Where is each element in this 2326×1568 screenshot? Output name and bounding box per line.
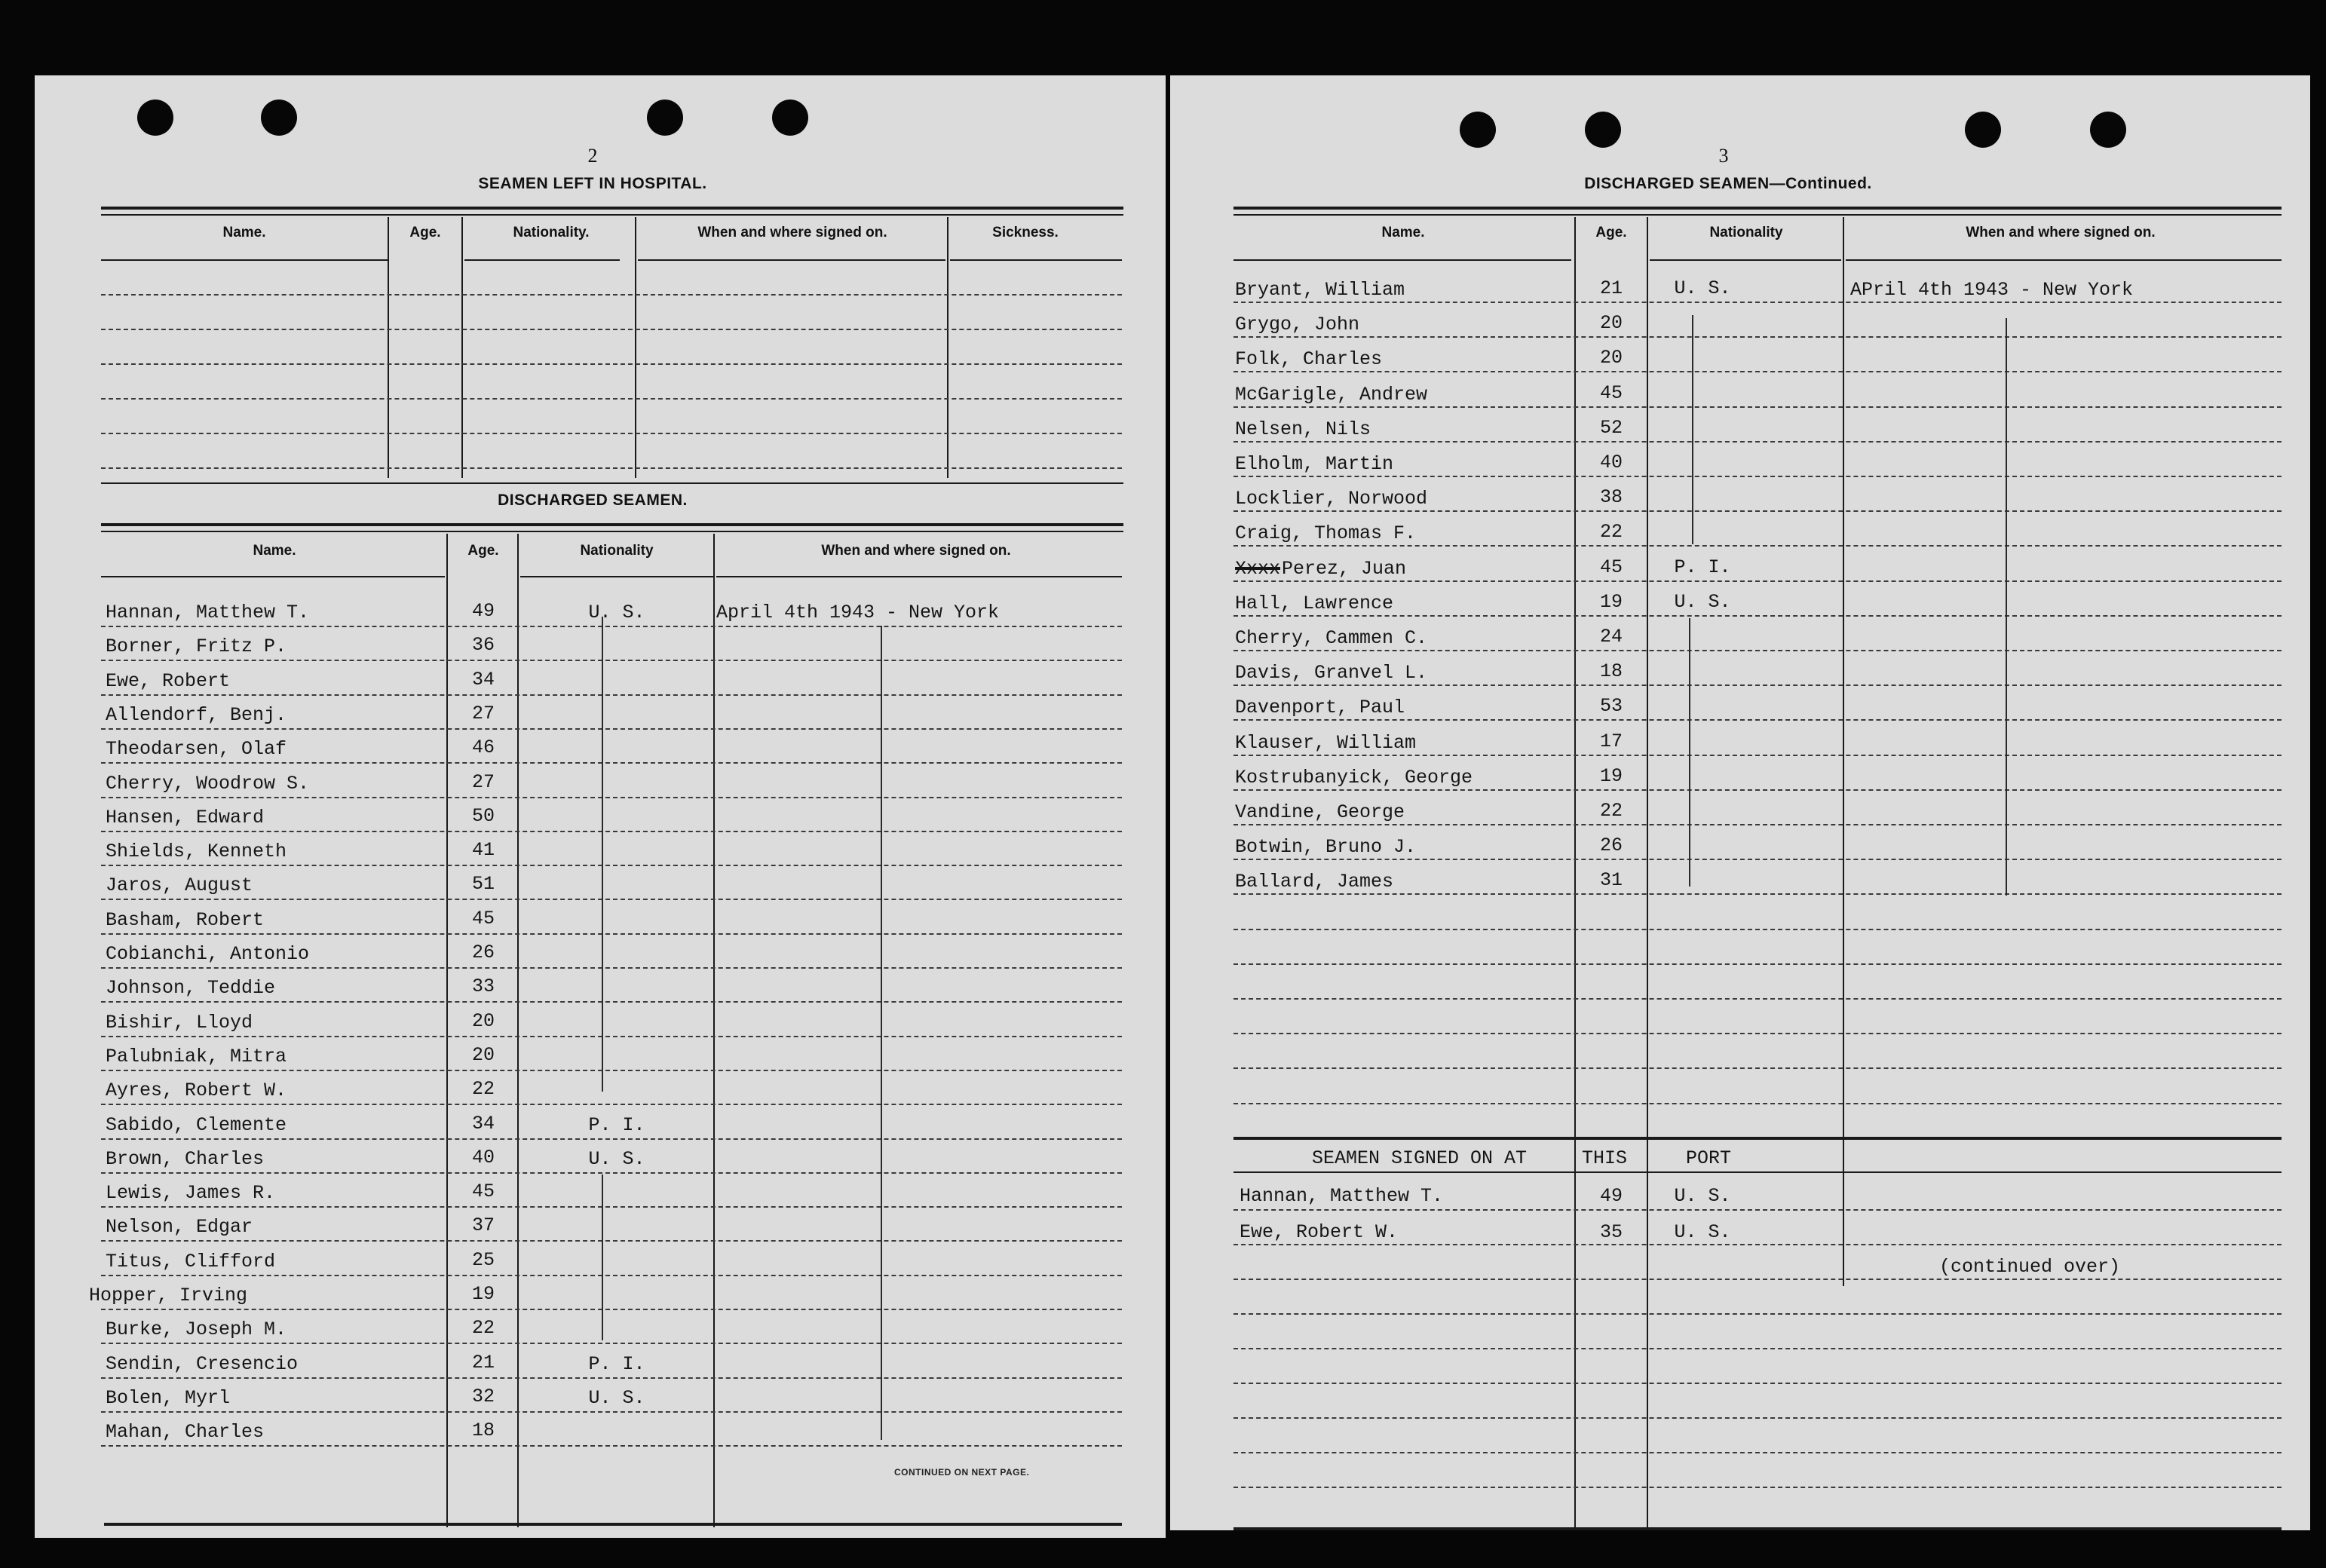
- seaman-age: 32: [471, 1386, 495, 1407]
- col-nationality: Nationality: [1709, 225, 1783, 240]
- dotted-rule: [101, 660, 1122, 661]
- seaman-name: Basham, Robert: [106, 909, 265, 931]
- seaman-name: Botwin, Bruno J.: [1235, 836, 1417, 858]
- seaman-name: Ewe, Robert W.: [1240, 1221, 1399, 1243]
- seaman-age: 52: [1599, 417, 1623, 439]
- dotted-rule: [1233, 824, 2282, 825]
- dotted-rule: [1233, 929, 2282, 930]
- seaman-name: Johnson, Teddie: [106, 977, 276, 999]
- dotted-rule: [1233, 510, 2282, 512]
- seaman-name: Ballard, James: [1235, 871, 1394, 893]
- seaman-name: Titus, Clifford: [106, 1251, 276, 1272]
- ditto-line: [1692, 315, 1693, 544]
- seaman-age: 20: [471, 1010, 495, 1032]
- dotted-rule: [101, 865, 1122, 866]
- seaman-age: 45: [471, 908, 495, 929]
- dotted-rule: [1233, 371, 2282, 372]
- dotted-rule: [1233, 406, 2282, 408]
- dotted-rule: [1233, 615, 2282, 617]
- dotted-rule: [101, 831, 1122, 832]
- dotted-rule: [101, 329, 1122, 330]
- discharged-continued-heading: DISCHARGED SEAMEN—Continued.: [1584, 175, 1872, 192]
- dotted-rule: [1233, 893, 2282, 895]
- seaman-name: Hannan, Matthew T.: [1240, 1185, 1444, 1207]
- dotted-rule: [1233, 580, 2282, 582]
- table-rule: [101, 207, 1123, 210]
- seaman-nationality: U. S.: [1674, 1221, 1731, 1243]
- dotted-rule: [101, 1240, 1122, 1242]
- seaman-age: 27: [471, 703, 495, 724]
- seaman-name: Bolen, Myrl: [106, 1387, 231, 1409]
- seaman-name: McGarigle, Andrew: [1235, 384, 1428, 406]
- seaman-age: 26: [471, 942, 495, 963]
- seaman-age: 37: [471, 1214, 495, 1236]
- seaman-age: 51: [471, 873, 495, 895]
- column-divider: [635, 217, 636, 478]
- seaman-age: 46: [471, 737, 495, 758]
- seaman-name: Hansen, Edward: [106, 807, 265, 828]
- dotted-rule: [1233, 1487, 2282, 1488]
- seaman-name: Perez, Juan: [1282, 558, 1407, 580]
- seaman-age: 41: [471, 839, 495, 861]
- column-divider: [1843, 217, 1844, 1286]
- dotted-rule: [1233, 441, 2282, 443]
- seaman-name: Ayres, Robert W.: [106, 1080, 287, 1101]
- dotted-rule: [101, 1036, 1122, 1037]
- seaman-age: 19: [1599, 765, 1623, 787]
- punch-hole: [1585, 112, 1621, 148]
- seaman-age: 18: [471, 1419, 495, 1441]
- dotted-rule: [1233, 650, 2282, 651]
- table-rule: [1233, 214, 2282, 216]
- dotted-rule: [101, 433, 1122, 434]
- seaman-name: Cherry, Woodrow S.: [106, 773, 310, 795]
- seaman-age: 34: [471, 1113, 495, 1135]
- table-rule: [101, 259, 389, 261]
- seaman-nationality: U. S.: [588, 602, 645, 623]
- table-rule: [1650, 259, 1841, 261]
- dotted-rule: [1233, 336, 2282, 338]
- seaman-name: Craig, Thomas F.: [1235, 522, 1417, 544]
- dotted-rule: [1233, 1033, 2282, 1034]
- dotted-rule: [101, 1138, 1122, 1140]
- punch-hole: [772, 100, 808, 136]
- col-name: Name.: [1381, 225, 1425, 240]
- seaman-nationality: U. S.: [1674, 1185, 1731, 1207]
- seaman-name: Elholm, Martin: [1235, 453, 1394, 475]
- seaman-nationality: P. I.: [588, 1353, 645, 1375]
- seaman-age: 25: [471, 1249, 495, 1271]
- seaman-age: 20: [1599, 347, 1623, 369]
- seaman-age: 27: [471, 771, 495, 793]
- punch-hole: [137, 100, 173, 136]
- dotted-rule: [1233, 1417, 2282, 1419]
- col-nationality: Nationality.: [513, 225, 590, 240]
- signed-on-heading: THIS: [1582, 1147, 1628, 1169]
- ditto-line: [1689, 618, 1690, 887]
- dotted-rule: [101, 1206, 1122, 1208]
- seaman-name: Borner, Fritz P.: [106, 635, 287, 657]
- seaman-age: 50: [471, 805, 495, 827]
- dotted-rule: [101, 1275, 1122, 1276]
- seaman-name: Hall, Lawrence: [1235, 593, 1394, 614]
- seaman-age: 45: [471, 1181, 495, 1202]
- hospital-heading: SEAMEN LEFT IN HOSPITAL.: [478, 175, 707, 192]
- dotted-rule: [101, 1309, 1122, 1310]
- dotted-rule: [101, 294, 1122, 296]
- seaman-nationality: P. I.: [1674, 556, 1731, 578]
- dotted-rule: [1233, 1067, 2282, 1069]
- dotted-rule: [1233, 859, 2282, 860]
- punch-hole: [1460, 112, 1496, 148]
- seaman-age: 20: [471, 1044, 495, 1066]
- table-rule: [101, 531, 1123, 532]
- col-nationality: Nationality: [580, 543, 654, 559]
- dotted-rule: [101, 967, 1122, 969]
- dotted-rule: [1233, 963, 2282, 965]
- table-rule: [104, 1523, 1122, 1526]
- col-signed-on: When and where signed on.: [821, 543, 1011, 559]
- dotted-rule: [101, 933, 1122, 935]
- dotted-rule: [101, 1070, 1122, 1071]
- seaman-age: 45: [1599, 382, 1623, 404]
- seaman-name: Bryant, William: [1235, 279, 1405, 301]
- table-rule: [1846, 259, 2282, 261]
- dotted-rule: [101, 1343, 1122, 1344]
- col-age: Age.: [1595, 225, 1627, 240]
- dotted-rule: [1233, 1103, 2282, 1104]
- table-rule: [716, 576, 1122, 577]
- seaman-age: 34: [471, 669, 495, 691]
- seaman-name: Grygo, John: [1235, 314, 1360, 335]
- dotted-rule: [1233, 1383, 2282, 1384]
- seaman-age: 36: [471, 634, 495, 656]
- dotted-rule: [101, 899, 1122, 900]
- dotted-rule: [101, 1411, 1122, 1413]
- ditto-line: [2006, 318, 2007, 896]
- seaman-name: Locklier, Norwood: [1235, 488, 1428, 510]
- seaman-name: Sendin, Cresencio: [106, 1353, 299, 1375]
- seaman-name: Vandine, George: [1235, 801, 1405, 823]
- column-divider: [388, 217, 389, 478]
- dotted-rule: [101, 797, 1122, 798]
- table-rule: [101, 523, 1123, 526]
- seaman-age: 18: [1599, 660, 1623, 682]
- table-rule: [1233, 259, 1571, 261]
- continued-footer: CONTINUED ON NEXT PAGE.: [894, 1467, 1030, 1478]
- col-age: Age.: [409, 225, 441, 240]
- seaman-age: 19: [1599, 591, 1623, 613]
- seaman-age: 26: [1599, 835, 1623, 856]
- seaman-age: 33: [471, 975, 495, 997]
- seaman-name: Hannan, Matthew T.: [106, 602, 310, 623]
- punch-hole: [261, 100, 297, 136]
- ditto-line: [602, 1174, 603, 1340]
- table-rule: [1233, 1137, 2282, 1140]
- seaman-nationality: U. S.: [1674, 591, 1731, 613]
- dotted-rule: [1233, 998, 2282, 1000]
- struck-text: Xxxx: [1235, 558, 1281, 580]
- seaman-age: 19: [471, 1283, 495, 1305]
- dotted-rule: [1233, 719, 2282, 721]
- seaman-name: Cobianchi, Antonio: [106, 943, 310, 965]
- seaman-name: Folk, Charles: [1235, 348, 1383, 370]
- col-name: Name.: [222, 225, 266, 240]
- dotted-rule: [1233, 302, 2282, 303]
- seaman-name: Bishir, Lloyd: [106, 1012, 253, 1034]
- col-sickness: Sickness.: [992, 225, 1059, 240]
- discharged-heading: DISCHARGED SEAMEN.: [498, 492, 688, 509]
- continued-over-note: (continued over): [1939, 1256, 2121, 1278]
- seaman-age: 20: [1599, 312, 1623, 334]
- dotted-rule: [101, 1001, 1122, 1003]
- punch-hole: [1965, 112, 2001, 148]
- table-rule: [101, 576, 445, 577]
- seaman-nationality: U. S.: [588, 1148, 645, 1170]
- seaman-name: Palubniak, Mitra: [106, 1046, 287, 1067]
- table-rule: [1233, 207, 2282, 210]
- seaman-name: Davenport, Paul: [1235, 697, 1405, 718]
- punch-hole: [647, 100, 683, 136]
- dotted-rule: [1233, 1313, 2282, 1315]
- seaman-name: Cherry, Cammen C.: [1235, 627, 1428, 649]
- seaman-age: 17: [1599, 730, 1623, 752]
- seaman-age: 38: [1599, 486, 1623, 508]
- dotted-rule: [101, 398, 1122, 400]
- seaman-name: Ewe, Robert: [106, 670, 231, 692]
- col-signed-on: When and where signed on.: [697, 225, 887, 240]
- seaman-age: 40: [471, 1147, 495, 1168]
- seaman-name: Klauser, William: [1235, 732, 1417, 754]
- left-page: [35, 75, 1166, 1538]
- seaman-name: Lewis, James R.: [106, 1182, 276, 1204]
- table-rule: [1233, 1171, 2282, 1173]
- punch-hole: [2090, 112, 2126, 148]
- seaman-name: Davis, Granvel L.: [1235, 662, 1428, 684]
- seaman-name: Nelson, Edgar: [106, 1216, 253, 1238]
- table-rule: [101, 214, 1123, 216]
- column-divider: [1647, 217, 1648, 1527]
- column-divider: [947, 217, 948, 478]
- seaman-name: Nelsen, Nils: [1235, 418, 1371, 440]
- table-rule: [101, 482, 1123, 484]
- table-rule: [1233, 1527, 2282, 1530]
- signed-on-heading: PORT: [1686, 1147, 1732, 1169]
- table-rule: [950, 259, 1122, 261]
- seaman-name: Jaros, August: [106, 874, 253, 896]
- col-age: Age.: [467, 543, 499, 559]
- seaman-name: Mahan, Charles: [106, 1421, 265, 1443]
- col-name: Name.: [253, 543, 296, 559]
- dotted-rule: [1233, 1244, 2282, 1245]
- seaman-name: Sabido, Clemente: [106, 1114, 287, 1136]
- column-divider: [461, 217, 463, 478]
- seaman-name: Shields, Kenneth: [106, 841, 287, 862]
- seaman-age: 31: [1599, 869, 1623, 891]
- dotted-rule: [1233, 755, 2282, 756]
- seaman-age: 21: [471, 1352, 495, 1374]
- seaman-age: 35: [1599, 1221, 1623, 1243]
- dotted-rule: [101, 1445, 1122, 1447]
- table-rule: [464, 259, 620, 261]
- dotted-rule: [101, 467, 1122, 469]
- seaman-age: 49: [471, 600, 495, 622]
- seaman-age: 22: [1599, 521, 1623, 543]
- dotted-rule: [1233, 545, 2282, 547]
- seaman-name: Allendorf, Benj.: [106, 704, 287, 726]
- seaman-age: 22: [471, 1078, 495, 1100]
- dotted-rule: [101, 1104, 1122, 1105]
- seaman-name: Brown, Charles: [106, 1148, 265, 1170]
- seaman-age: 40: [1599, 452, 1623, 473]
- table-rule: [638, 259, 945, 261]
- seaman-age: 22: [471, 1317, 495, 1339]
- seaman-name: Hopper, Irving: [89, 1285, 248, 1306]
- seaman-nationality: U. S.: [1674, 277, 1731, 299]
- page-number: 3: [1718, 145, 1729, 167]
- seaman-name: Theodarsen, Olaf: [106, 738, 287, 760]
- seaman-name: Burke, Joseph M.: [106, 1318, 287, 1340]
- seaman-signed-on: April 4th 1943 - New York: [716, 602, 1000, 623]
- dotted-rule: [1233, 684, 2282, 686]
- dotted-rule: [101, 626, 1122, 627]
- table-rule: [520, 576, 713, 577]
- dotted-rule: [101, 728, 1122, 730]
- seaman-age: 24: [1599, 626, 1623, 648]
- dotted-rule: [101, 363, 1122, 365]
- col-signed-on: When and where signed on.: [1966, 225, 2156, 240]
- signed-on-heading: SEAMEN SIGNED ON AT: [1312, 1147, 1528, 1169]
- seaman-name: Kostrubanyick, George: [1235, 767, 1473, 789]
- page-number: 2: [587, 145, 598, 167]
- dotted-rule: [1233, 1279, 2282, 1280]
- dotted-rule: [101, 1172, 1122, 1174]
- dotted-rule: [101, 762, 1122, 764]
- right-page: [1170, 75, 2310, 1530]
- seaman-age: 22: [1599, 800, 1623, 822]
- dotted-rule: [101, 1377, 1122, 1379]
- seaman-age: 21: [1599, 277, 1623, 299]
- seaman-nationality: U. S.: [588, 1387, 645, 1409]
- seaman-signed-on: APril 4th 1943 - New York: [1850, 279, 2134, 301]
- seaman-age: 53: [1599, 695, 1623, 717]
- dotted-rule: [1233, 789, 2282, 791]
- dotted-rule: [1233, 1209, 2282, 1211]
- ditto-line: [881, 626, 882, 1440]
- seaman-age: 45: [1599, 556, 1623, 578]
- dotted-rule: [1233, 1348, 2282, 1349]
- dotted-rule: [1233, 1452, 2282, 1453]
- dotted-rule: [101, 694, 1122, 696]
- ditto-line: [602, 617, 603, 1092]
- column-divider: [1574, 217, 1576, 1527]
- dotted-rule: [1233, 476, 2282, 477]
- seaman-age: 49: [1599, 1185, 1623, 1207]
- seaman-nationality: P. I.: [588, 1114, 645, 1136]
